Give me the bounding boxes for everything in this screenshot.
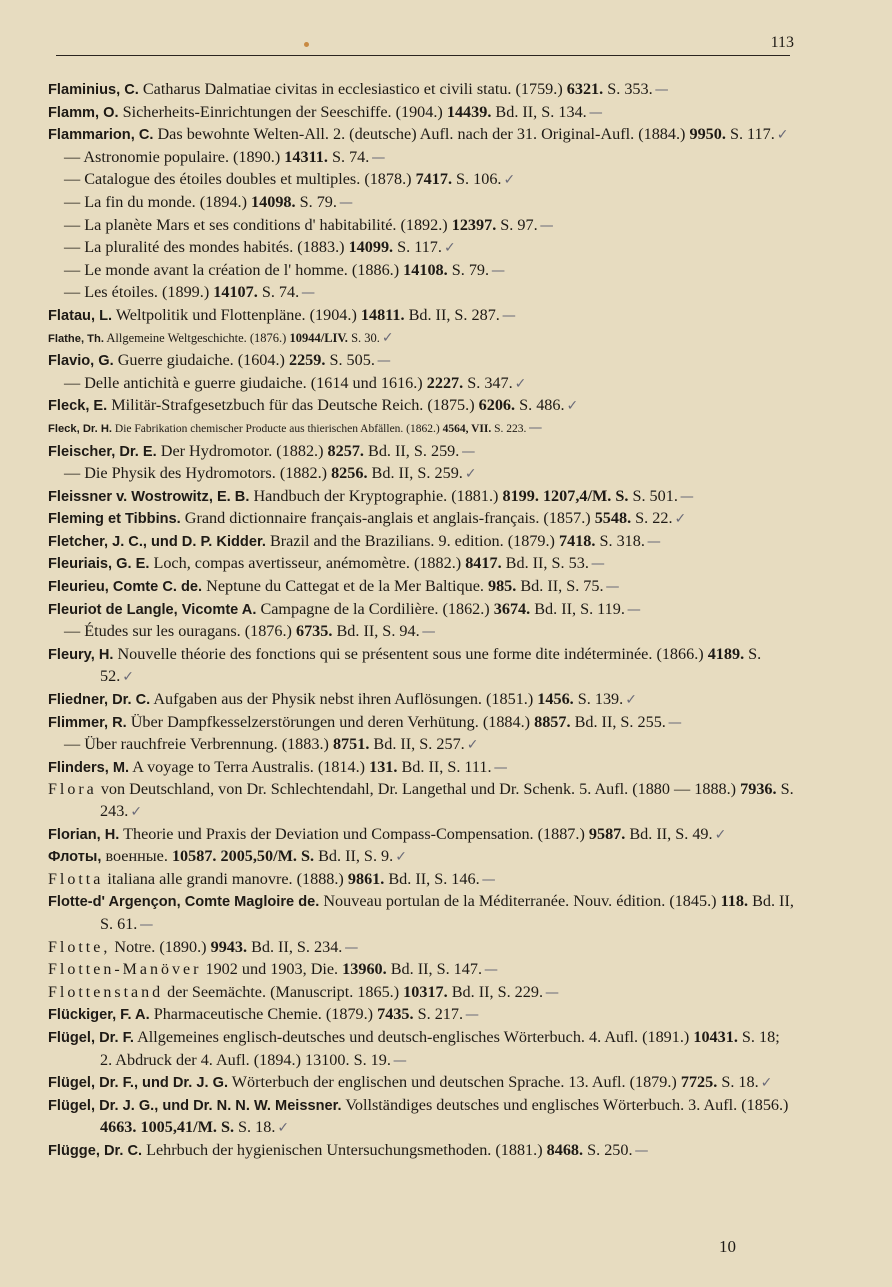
entry-title: Über Dampfkesselzerstörungen und deren Verhütung. (1884.) — [126, 712, 535, 731]
catalog-entry — [48, 689, 794, 712]
entry-location: Bd. II, S. 134. — [491, 102, 587, 121]
dash-mark-icon: — — [371, 149, 386, 166]
dash-mark-icon: — — [590, 556, 605, 573]
entry-location: S. 347. — [463, 373, 513, 392]
entry-author: Flathe, Th. — [48, 332, 104, 345]
sub-entry — [48, 621, 794, 644]
dash-mark-icon: — — [528, 419, 543, 436]
entry-catalog-number: 14439. — [446, 102, 492, 121]
entry-location: Bd. II, S. 146. — [384, 869, 480, 888]
entry-location: S. 501. — [628, 486, 678, 505]
page-dot — [304, 42, 309, 47]
entry-catalog-number: 10317. — [403, 982, 448, 1001]
sub-entry — [48, 260, 794, 283]
entry-title: 1902 und 1903, Die. — [201, 960, 343, 979]
dash-mark-icon: — — [501, 307, 516, 324]
catalog-entry — [48, 846, 794, 869]
entry-location: S. 22. — [631, 509, 673, 528]
entry-catalog-number: 8257. — [327, 441, 364, 460]
check-mark-icon: ✓ — [566, 398, 579, 415]
catalog-entry — [48, 937, 794, 960]
catalog-entry — [48, 959, 794, 982]
entry-title: — Astronomie populaire. (1890.) — [64, 147, 285, 166]
check-mark-icon: ✓ — [625, 692, 637, 709]
page-number: 113 — [770, 34, 794, 51]
dash-mark-icon: — — [344, 939, 359, 956]
catalog-entry — [48, 305, 794, 328]
entry-author: Флоты, — [48, 849, 102, 866]
check-mark-icon: ✓ — [714, 826, 727, 843]
catalog-entry — [48, 350, 794, 373]
entry-author: Flora — [48, 781, 97, 799]
entry-location: Bd. II, S. 9. — [314, 847, 394, 866]
catalog-entry — [48, 779, 794, 823]
entry-title: — Delle antichità e guerre giudaiche. (1614 und 1616.) — [64, 373, 427, 392]
entry-author: Fleury, H. — [48, 646, 114, 663]
entry-author: Flotte-d' Argençon, Comte Magloire de. — [48, 894, 320, 911]
entry-title: Der Hydromotor. (1882.) — [156, 441, 328, 460]
catalog-entry — [48, 79, 794, 102]
catalog-entry — [48, 891, 794, 936]
entry-location: Bd. II, S. 234. — [247, 937, 343, 956]
entry-location: Bd. II, S. 94. — [332, 622, 420, 641]
entry-location: Bd. II, S. 229. — [447, 982, 544, 1001]
catalog-entry — [48, 486, 794, 509]
entry-author: Flammarion, C. — [48, 127, 154, 144]
entry-title: — La pluralité des mondes habités. (1883.) — [64, 238, 349, 257]
catalog-entry — [48, 824, 794, 847]
entry-title: Campagne de la Cordilière. (1862.) — [256, 599, 494, 618]
entry-author: Fleuriot de Langle, Vicomte A. — [48, 601, 257, 618]
entry-list — [48, 79, 794, 1163]
dash-mark-icon: — — [421, 624, 436, 641]
entry-catalog-number: 9950. — [689, 125, 726, 144]
entry-catalog-number: 6206. — [478, 396, 516, 415]
entry-title: — Die Physik des Hydromotors. (1882.) — [64, 464, 332, 483]
entry-title: Das bewohnte Welten-All. 2. (deutsche) Aufl. nach der 31. Original-Aufl. (1884.) — [153, 125, 690, 144]
check-mark-icon: ✓ — [395, 849, 407, 866]
entry-title: Notre. (1890.) — [110, 937, 211, 956]
entry-catalog-number: 10587. 2005,50/M. S. — [171, 847, 315, 866]
sub-entry — [48, 215, 794, 238]
entry-title: Wörterbuch der englischen und deutschen Sprache. 13. Aufl. (1879.) — [228, 1073, 681, 1092]
dash-mark-icon: — — [301, 285, 316, 302]
entry-catalog-number: 8468. — [546, 1140, 584, 1159]
catalog-entry — [48, 757, 794, 780]
entry-location: Bd. II, S. 111. — [397, 757, 492, 776]
entry-location: Bd. II, S. 49. — [625, 824, 713, 843]
entry-author: Fliedner, Dr. C. — [48, 692, 151, 709]
entry-catalog-number: 8417. — [465, 554, 502, 573]
entry-author: Flottenstand — [48, 983, 164, 1001]
entry-location: S. 250. — [583, 1140, 633, 1159]
entry-location: S. 74. — [257, 283, 300, 302]
entry-author: Fleming et Tibbins. — [48, 511, 181, 528]
entry-catalog-number: 2259. — [288, 351, 326, 370]
check-mark-icon: ✓ — [464, 466, 477, 483]
catalog-entry — [48, 1027, 794, 1072]
entry-title: Guerre giudaiche. (1604.) — [113, 351, 289, 370]
entry-location: S. 139. — [573, 690, 624, 709]
dash-mark-icon: — — [465, 1007, 480, 1024]
entry-title: Catharus Dalmatiae civitas in ecclesiastico et civili statu. (1759.) — [138, 80, 567, 98]
catalog-entry — [48, 553, 794, 576]
entry-catalog-number: 8199. 1207,4/M. S. — [502, 486, 629, 505]
entry-catalog-number: 7725. — [680, 1073, 718, 1092]
catalog-entry — [48, 982, 794, 1005]
entry-location: S. 18. — [717, 1073, 759, 1092]
entry-catalog-number: 9587. — [588, 824, 626, 843]
entry-catalog-number: 10431. — [693, 1027, 738, 1046]
dash-mark-icon: — — [139, 916, 154, 933]
entry-title: — La fin du monde. (1894.) — [64, 192, 252, 211]
catalog-entry — [48, 441, 794, 464]
entry-location: S. 52. — [100, 644, 762, 686]
entry-location: Bd. II, S. 259. — [367, 464, 463, 483]
entry-author: Flavio, G. — [48, 353, 114, 370]
sub-entry — [48, 237, 794, 260]
entry-title: военные. — [101, 847, 172, 866]
entry-title: von Deutschland, von Dr. Schlechtendahl, Dr. Langethal und Dr. Schenk. 5. Aufl. (1880 — 1888.) — [96, 780, 741, 799]
catalog-entry — [48, 102, 794, 125]
entry-author: Flotten-Manöver — [48, 961, 202, 979]
entry-author: Flimmer, R. — [48, 714, 127, 731]
entry-catalog-number: 7418. — [559, 531, 596, 550]
entry-location: Bd. II, S. 61. — [100, 892, 794, 933]
entry-catalog-number: 131. — [369, 757, 398, 776]
entry-catalog-number: 7936. — [740, 780, 777, 799]
entry-title: — Catalogue des étoiles doubles et multiples. (1878.) — [64, 170, 416, 189]
entry-location: S. 223. — [491, 422, 527, 435]
entry-author: Fleurieu, Comte C. de. — [48, 579, 203, 596]
sub-entry — [48, 147, 794, 170]
entry-author: Flügel, Dr. F. — [48, 1029, 134, 1046]
entry-title: Aufgaben aus der Physik nebst ihren Auflösungen. (1851.) — [150, 690, 538, 709]
catalog-entry — [48, 508, 794, 531]
entry-location: Bd. II, S. 119. — [530, 599, 625, 618]
check-mark-icon: ✓ — [503, 172, 516, 189]
check-mark-icon: ✓ — [277, 1120, 290, 1137]
catalog-entry — [48, 328, 794, 351]
catalog-entry — [48, 395, 794, 418]
catalog-entry — [48, 576, 794, 599]
entry-catalog-number: 14811. — [360, 305, 405, 324]
entry-title: Grand dictionnaire français-anglais et anglais-français. (1857.) — [180, 509, 595, 528]
catalog-entry — [48, 869, 794, 892]
entry-title: Theorie und Praxis der Deviation und Compass-Compensation. (1887.) — [119, 824, 589, 843]
sub-entry — [48, 373, 794, 396]
entry-location: S. 486. — [515, 396, 565, 415]
dash-mark-icon: — — [667, 714, 682, 731]
entry-title: — La planète Mars et ses conditions d' habitabilité. (1892.) — [64, 215, 452, 234]
entry-catalog-number: 14098. — [251, 192, 296, 211]
entry-title: Weltpolitik und Flottenpläne. (1904.) — [112, 305, 361, 324]
entry-author: Fleck, E. — [48, 398, 108, 415]
entry-author: Flügel, Dr. F., und Dr. J. G. — [48, 1075, 229, 1092]
dash-mark-icon: — — [493, 759, 508, 776]
entry-location: S. 318. — [595, 531, 645, 550]
entry-location: S. 79. — [295, 192, 337, 211]
dash-mark-icon: — — [679, 488, 694, 505]
entry-catalog-number: 4564, VII. — [442, 422, 492, 435]
catalog-entry — [48, 712, 794, 735]
entry-title: Allgemeines englisch-deutsches und deutsch-englisches Wörterbuch. 4. Aufl. (1891.) — [133, 1027, 694, 1046]
entry-location: Bd. II, S. 257. — [369, 735, 465, 754]
entry-catalog-number: 6735. — [295, 622, 333, 641]
dash-mark-icon: — — [634, 1142, 649, 1159]
check-mark-icon: ✓ — [381, 329, 394, 346]
dash-mark-icon: — — [654, 82, 669, 98]
entry-author: Flotte, — [48, 938, 111, 956]
entry-location: Bd. II, S. 147. — [386, 960, 483, 979]
sub-entry — [48, 282, 794, 305]
entry-location: S. 30. — [347, 330, 380, 345]
entry-catalog-number: 9861. — [347, 869, 385, 888]
check-mark-icon: ✓ — [674, 511, 687, 528]
entry-author: Florian, H. — [48, 826, 120, 843]
dash-mark-icon: — — [545, 984, 560, 1001]
entry-title: Sicherheits-Einrichtungen der Seeschiffe. (1904.) — [118, 102, 447, 121]
entry-catalog-number: 1456. — [537, 690, 574, 709]
entry-title: Vollständiges deutsches und englisches Wörterbuch. 3. Aufl. (1856.) — [341, 1095, 789, 1114]
check-mark-icon: ✓ — [514, 375, 527, 392]
entry-catalog-number: 7417. — [415, 170, 452, 189]
dash-mark-icon: — — [605, 579, 620, 596]
entry-location: S. 217. — [413, 1005, 464, 1024]
entry-title: — Le monde avant la création de l' homme. (1886.) — [64, 260, 404, 279]
catalog-entry — [48, 644, 794, 689]
dash-mark-icon: — — [539, 217, 554, 234]
check-mark-icon: ✓ — [130, 804, 143, 820]
entry-title: italiana alle grandi manovre. (1888.) — [103, 869, 348, 888]
entry-author: Flatau, L. — [48, 307, 113, 324]
entry-catalog-number: 6321. — [566, 80, 604, 98]
entry-catalog-number: 3674. — [493, 599, 531, 618]
entry-title: Neptune du Cattegat et de la Mer Baltique. — [202, 577, 488, 596]
entry-location: S. 106. — [452, 170, 502, 189]
entry-title: Handbuch der Kryptographie. (1881.) — [249, 486, 503, 505]
entry-location: S. 353. — [603, 80, 653, 98]
entry-catalog-number: 14108. — [403, 260, 448, 279]
entry-catalog-number: 14099. — [348, 238, 394, 257]
entry-title: A voyage to Terra Australis. (1814.) — [129, 757, 370, 776]
sub-entry — [48, 463, 794, 486]
dash-mark-icon: — — [484, 962, 499, 979]
entry-title: Die Fabrikation chemischer Producte aus thierischen Abfällen. (1862.) — [112, 422, 443, 435]
entry-title: — Über rauchfreie Verbrennung. (1883.) — [64, 735, 333, 754]
entry-title: Allgemeine Weltgeschichte. (1876.) — [103, 330, 290, 345]
entry-title: Lehrbuch der hygienischen Untersuchungsmethoden. (1881.) — [142, 1140, 547, 1159]
dash-mark-icon: — — [491, 262, 506, 279]
entry-author: Flügel, Dr. J. G., und Dr. N. N. W. Meissner. — [48, 1097, 342, 1114]
entry-catalog-number: 8751. — [332, 735, 370, 754]
check-mark-icon: ✓ — [466, 737, 479, 754]
sub-entry — [48, 192, 794, 215]
entry-location: S. 18; 2. Abdruck der 4. Aufl. (1894.) 13100. S. 19. — [100, 1027, 780, 1069]
catalog-entry — [48, 1072, 794, 1095]
dash-mark-icon: — — [461, 443, 476, 460]
entry-author: Flückiger, F. A. — [48, 1007, 150, 1024]
entry-catalog-number: 4189. — [707, 644, 745, 663]
sub-entry — [48, 734, 794, 757]
catalog-entry — [48, 531, 794, 554]
catalog-entry — [48, 599, 794, 622]
entry-location: Bd. II, S. 75. — [516, 577, 604, 596]
entry-catalog-number: 14311. — [284, 147, 328, 166]
entry-catalog-number: 4663. 1005,41/M. S. — [100, 1118, 234, 1137]
dash-mark-icon: — — [588, 104, 603, 121]
entry-catalog-number: 10944/LIV. — [289, 330, 348, 345]
sub-entry — [48, 169, 794, 192]
entry-location: S. 79. — [447, 260, 490, 279]
entry-author: Flotta — [48, 870, 104, 888]
check-mark-icon: ✓ — [443, 240, 456, 257]
catalog-entry — [48, 418, 794, 441]
entry-author: Fleissner v. Wostrowitz, E. B. — [48, 488, 250, 505]
entry-location: S. 74. — [327, 147, 370, 166]
entry-location: S. 18. — [234, 1118, 276, 1137]
header-rule — [56, 55, 790, 56]
entry-catalog-number: 13960. — [342, 960, 387, 979]
entry-author: Flügge, Dr. C. — [48, 1142, 143, 1159]
entry-title: Brazil and the Brazilians. 9. edition. (1879.) — [265, 531, 559, 550]
entry-title: — Les étoiles. (1899.) — [64, 283, 214, 302]
catalog-entry — [48, 1004, 794, 1027]
entry-catalog-number: 985. — [487, 577, 517, 596]
catalog-entry — [48, 1140, 794, 1163]
entry-title: — Études sur les ouragans. (1876.) — [64, 622, 296, 641]
check-mark-icon: ✓ — [122, 669, 134, 686]
entry-title: der Seemächte. (Manuscript. 1865.) — [163, 982, 404, 1001]
entry-author: Fletcher, J. C., und D. P. Kidder. — [48, 533, 266, 550]
entry-location: Bd. II, S. 259. — [363, 441, 460, 460]
entry-catalog-number: 8256. — [331, 464, 368, 483]
dash-mark-icon: — — [338, 194, 353, 211]
entry-location: S. 505. — [325, 351, 375, 370]
entry-catalog-number: 5548. — [594, 509, 632, 528]
entry-catalog-number: 9943. — [210, 937, 248, 956]
entry-location: Bd. II, S. 287. — [404, 305, 500, 324]
entry-author: Flaminius, C. — [48, 82, 139, 98]
dash-mark-icon: — — [646, 533, 661, 550]
entry-author: Flamm, O. — [48, 104, 119, 121]
entry-title: Nouvelle théorie des fonctions qui se présentent sous une forme dite indéterminée. (1866.) — [113, 644, 708, 663]
entry-author: Fleischer, Dr. E. — [48, 443, 157, 460]
entry-catalog-number: 8857. — [534, 712, 571, 731]
signature-number: 10 — [719, 1237, 736, 1256]
entry-catalog-number: 7435. — [377, 1005, 414, 1024]
entry-catalog-number: 12397. — [451, 215, 497, 234]
dash-mark-icon: — — [481, 871, 496, 888]
entry-author: Fleck, Dr. H. — [48, 422, 113, 435]
entry-location: Bd. II, S. 53. — [501, 554, 589, 573]
entry-author: Flinders, M. — [48, 759, 130, 776]
entry-title: Loch, compas avertisseur, anémomètre. (1882.) — [149, 554, 466, 573]
entry-title: Nouveau portulan de la Méditerranée. Nouv. édition. (1845.) — [319, 892, 721, 911]
entry-location: S. 243. — [100, 780, 794, 820]
entry-author: Fleuriais, G. E. — [48, 556, 150, 573]
dash-mark-icon: — — [376, 353, 391, 370]
entry-title: Militär-Strafgesetzbuch für das Deutsche Reich. (1875.) — [107, 396, 479, 415]
catalog-entry — [48, 1095, 794, 1140]
dash-mark-icon: — — [392, 1052, 407, 1069]
entry-catalog-number: 14107. — [213, 283, 258, 302]
dash-mark-icon: — — [626, 601, 641, 618]
check-mark-icon: ✓ — [760, 1075, 773, 1092]
check-mark-icon: ✓ — [776, 127, 789, 144]
entry-catalog-number: 118. — [720, 892, 749, 911]
entry-location: Bd. II, S. 255. — [570, 712, 666, 731]
catalog-entry — [48, 124, 794, 147]
entry-location: S. 117. — [725, 125, 775, 144]
entry-title: Pharmaceutische Chemie. (1879.) — [149, 1005, 378, 1024]
entry-catalog-number: 2227. — [426, 373, 464, 392]
entry-location: S. 117. — [393, 238, 442, 257]
entry-location: S. 97. — [496, 215, 538, 234]
